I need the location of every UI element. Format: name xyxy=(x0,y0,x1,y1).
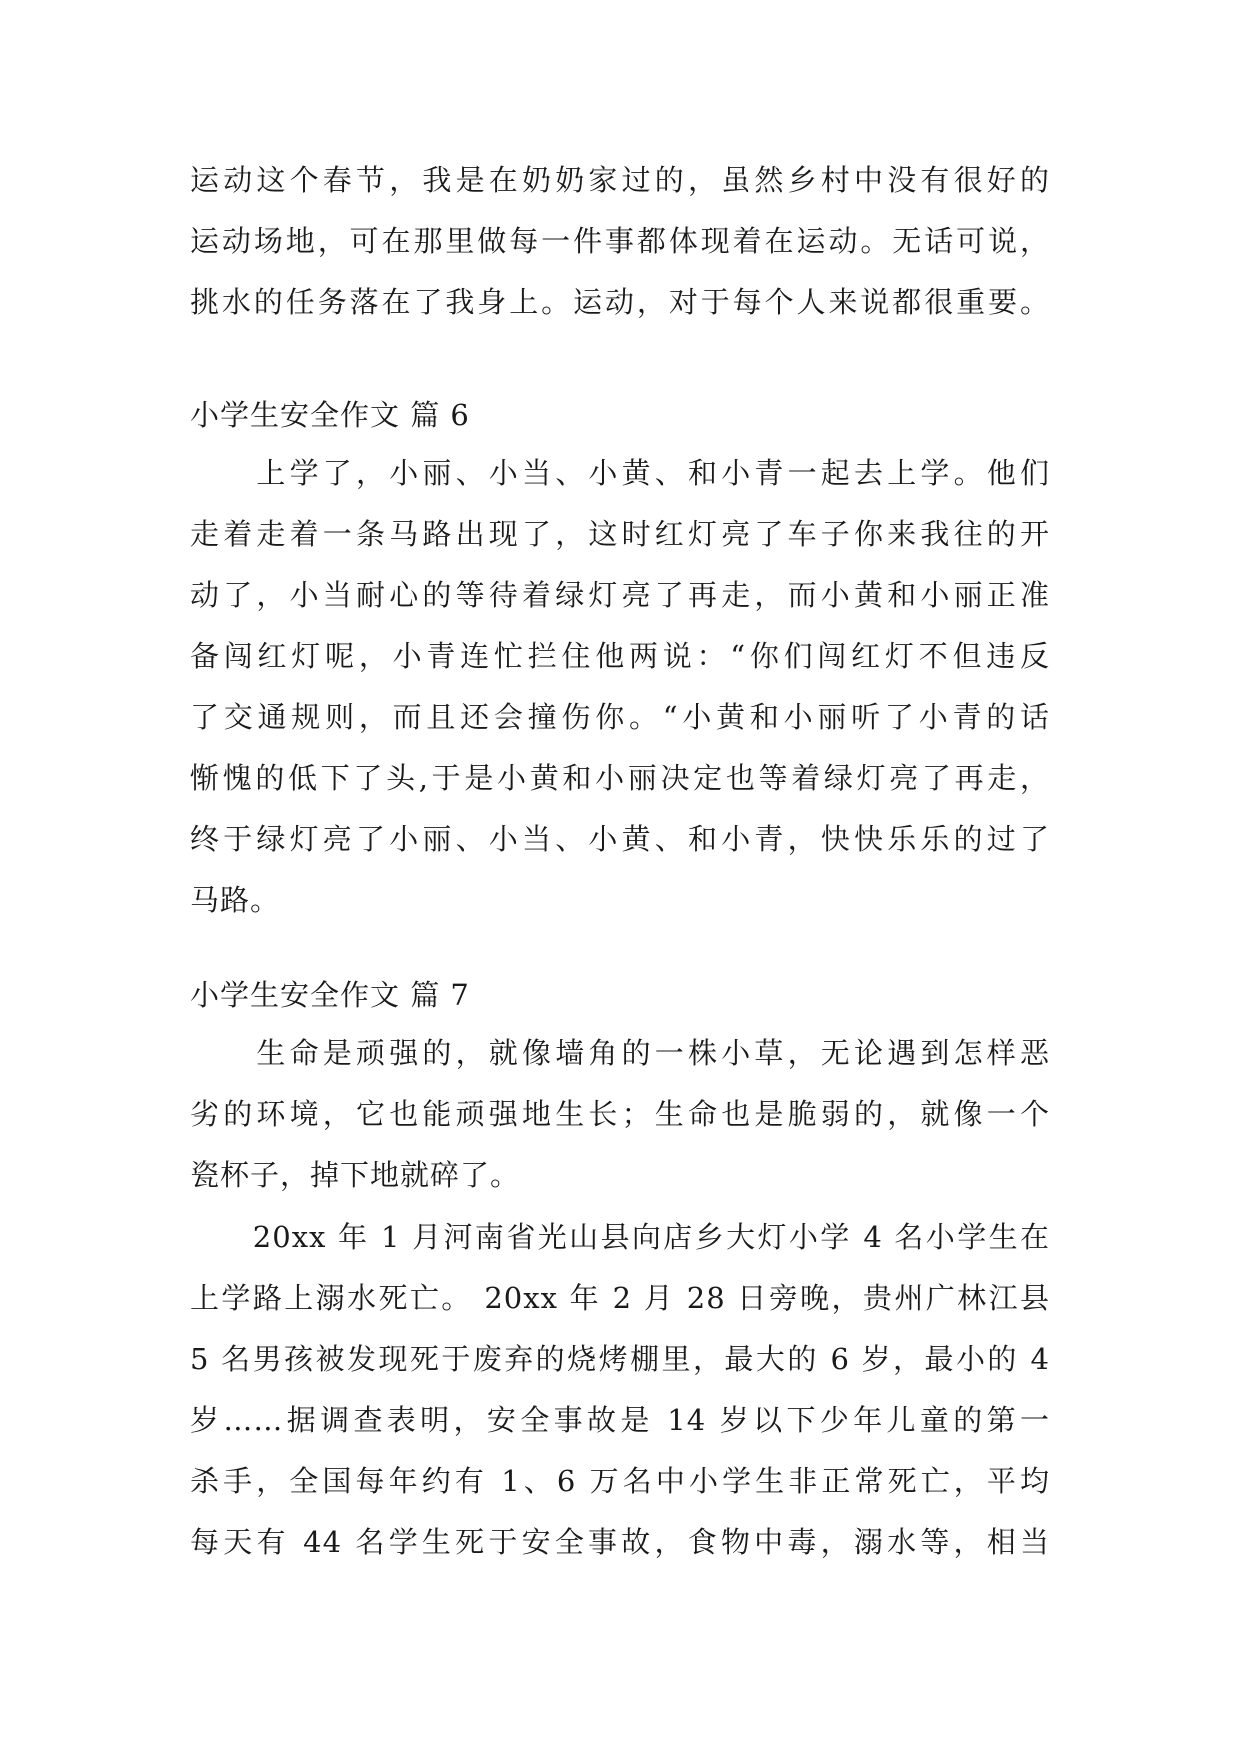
paragraph-line: 上学路上溺水死亡。 20xx 年 2 月 28 日旁晚，贵州广林江县 xyxy=(190,1281,1050,1315)
paragraph-line: 劣的环境，它也能顽强地生长；生命也是脆弱的，就像一个 xyxy=(190,1097,1050,1131)
paragraph-line: 生命是顽强的，就像墙角的一株小草，无论遇到怎样恶 xyxy=(190,1036,1050,1070)
section-heading-6: 小学生安全作文 篇 6 xyxy=(190,398,470,432)
section-7-paragraph-1 xyxy=(190,1023,1050,1206)
paragraph-line: 动了，小当耐心的等待着绿灯亮了再走，而小黄和小丽正准 xyxy=(190,578,1050,612)
paragraph-line: 岁……据调查表明，安全事故是 14 岁以下少年儿童的第一 xyxy=(190,1403,1050,1437)
paragraph-line: 终于绿灯亮了小丽、小当、小黄、和小青，快快乐乐的过了 xyxy=(190,822,1050,856)
paragraph-line: 了交通规则，而且还会撞伤你。“小黄和小丽听了小青的话 xyxy=(190,700,1050,734)
paragraph-line: 挑水的任务落在了我身上。运动，对于每个人来说都很重要。 xyxy=(190,285,1050,319)
section-6-paragraph xyxy=(190,443,1050,931)
paragraph-line: 马路。 xyxy=(190,883,281,917)
section-heading-7: 小学生安全作文 篇 7 xyxy=(190,978,470,1012)
continued-paragraph xyxy=(190,150,1050,333)
paragraph-line: 20xx 年 1 月河南省光山县向店乡大灯小学 4 名小学生在 xyxy=(190,1220,1050,1254)
paragraph-line: 5 名男孩被发现死于废弃的烧烤棚里，最大的 6 岁，最小的 4 xyxy=(190,1342,1050,1376)
paragraph-line: 备闯红灯呢，小青连忙拦住他两说：“你们闯红灯不但违反 xyxy=(190,639,1050,673)
paragraph-line: 上学了，小丽、小当、小黄、和小青一起去上学。他们 xyxy=(190,456,1050,490)
paragraph-line: 每天有 44 名学生死于安全事故，食物中毒，溺水等，相当 xyxy=(190,1525,1050,1559)
paragraph-line: 走着走着一条马路出现了，这时红灯亮了车子你来我往的开 xyxy=(190,517,1050,551)
paragraph-line: 运动这个春节，我是在奶奶家过的，虽然乡村中没有很好的 xyxy=(190,163,1050,197)
paragraph-line: 运动场地，可在那里做每一件事都体现着在运动。无话可说， xyxy=(190,224,1050,258)
paragraph-line: 杀手，全国每年约有 1、6 万名中小学生非正常死亡，平均 xyxy=(190,1464,1050,1498)
paragraph-line: 瓷杯子，掉下地就碎了。 xyxy=(190,1158,521,1192)
section-7-paragraph-2 xyxy=(190,1207,1050,1573)
paragraph-line: 惭愧的低下了头,于是小黄和小丽决定也等着绿灯亮了再走， xyxy=(190,761,1050,795)
